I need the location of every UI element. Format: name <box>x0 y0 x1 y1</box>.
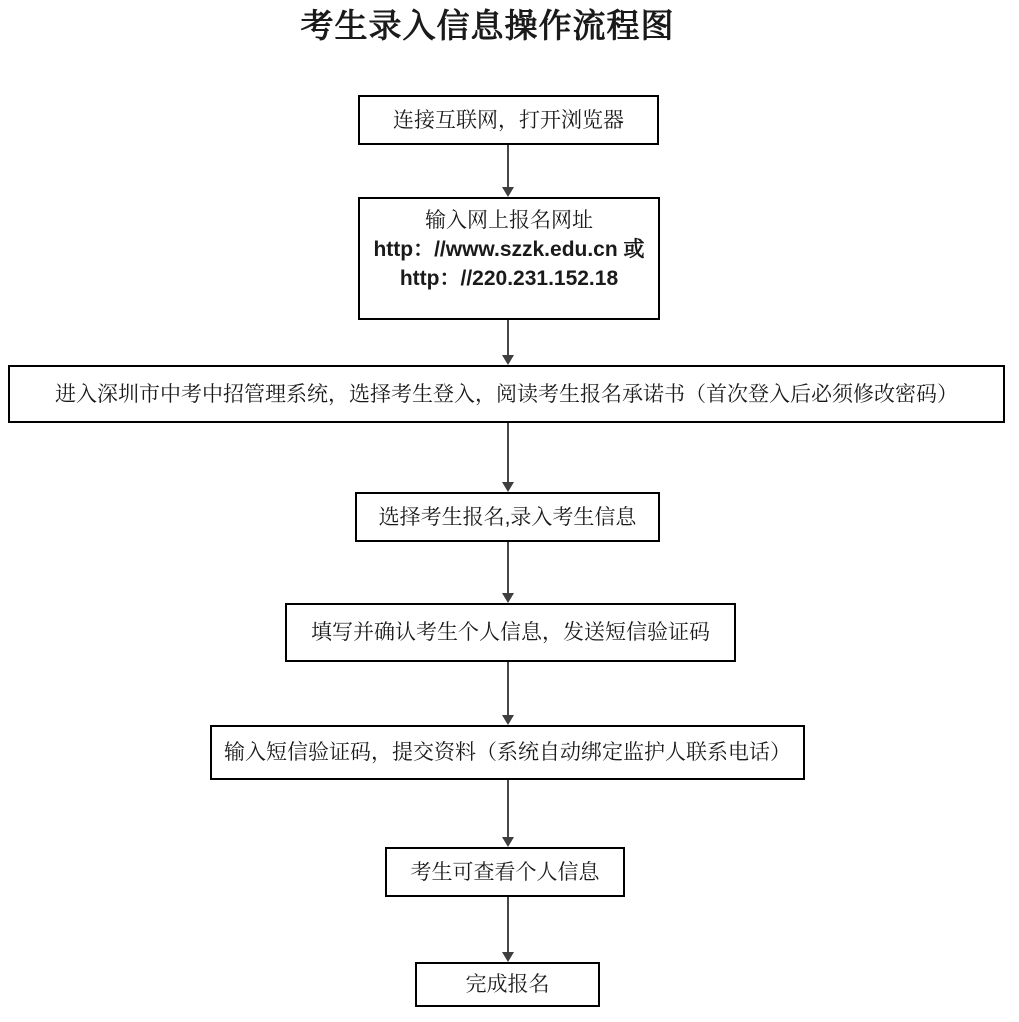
flow-arrow-down <box>502 423 514 492</box>
flow-arrow-down <box>502 542 514 603</box>
flow-step-label: 考生可查看个人信息 <box>410 860 600 884</box>
flow-step-enter-url <box>358 197 660 320</box>
arrow-head-icon <box>502 593 514 603</box>
flowchart-title: 考生录入信息操作流程图 <box>300 7 675 44</box>
flow-step-label: 填写并确认考生个人信息，发送短信验证码 <box>311 621 710 644</box>
flow-arrow-down <box>502 897 514 962</box>
flow-arrow-down <box>502 320 514 365</box>
flow-arrow-down <box>502 662 514 725</box>
arrow-shaft <box>507 320 509 355</box>
flow-step-label: 完成报名 <box>465 973 550 996</box>
flow-step-connect-internet <box>358 95 659 145</box>
arrow-shaft <box>507 542 509 593</box>
arrow-shaft <box>507 897 509 952</box>
flow-step-enter-sms-submit <box>210 725 805 780</box>
flow-step-select-registration <box>355 492 660 542</box>
arrow-shaft <box>507 662 509 715</box>
flow-step-registration-complete <box>415 962 600 1007</box>
flow-step-fill-info-send-sms <box>285 603 736 662</box>
arrow-head-icon <box>502 355 514 365</box>
flow-step-label: 进入深圳市中考中招管理系统，选择考生登入，阅读考生报名承诺书（首次登入后必须修改密码） <box>55 382 958 406</box>
flow-step-label: 输入短信验证码，提交资料（系统自动绑定监护人联系电话） <box>224 741 791 764</box>
flow-step-label: 选择考生报名,录入考生信息 <box>378 505 637 529</box>
flow-step-label: 输入网上报名网址 <box>425 209 593 232</box>
arrow-head-icon <box>502 187 514 197</box>
flow-step-view-personal-info <box>385 847 625 897</box>
flow-step-label: 连接互联网，打开浏览器 <box>393 108 624 132</box>
flow-arrow-down <box>502 145 514 197</box>
arrow-head-icon <box>502 952 514 962</box>
arrow-shaft <box>507 780 509 837</box>
flow-step-login-system <box>8 365 1005 423</box>
arrow-shaft <box>507 423 509 482</box>
registration-url-primary: http：//www.szzk.edu.cn 或 <box>373 238 645 261</box>
arrow-head-icon <box>502 715 514 725</box>
arrow-head-icon <box>502 837 514 847</box>
registration-url-secondary: http：//220.231.152.18 <box>399 267 619 290</box>
arrow-head-icon <box>502 482 514 492</box>
arrow-shaft <box>507 145 509 187</box>
flow-arrow-down <box>502 780 514 847</box>
